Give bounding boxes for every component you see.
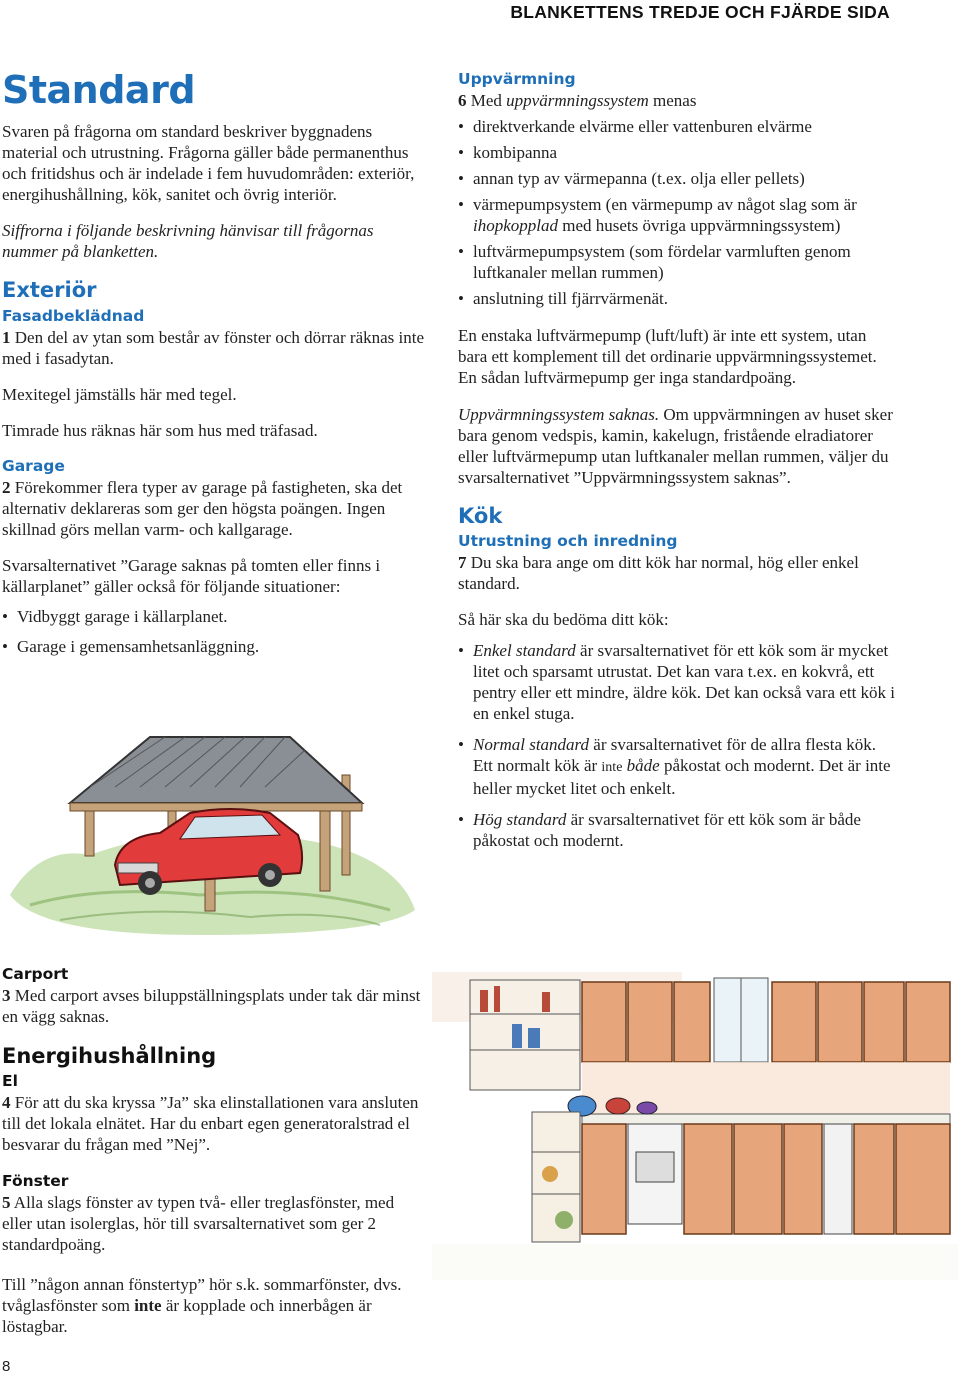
q1-paragraph-2: Mexitegel jämställs här med tegel.	[2, 385, 237, 404]
list-item	[458, 640, 898, 724]
page-title: Standard	[2, 68, 196, 112]
q6-p3-italic: Uppvärmningssystem saknas.	[458, 405, 660, 424]
kitchen-list	[458, 640, 898, 851]
q2-number: 2	[2, 478, 11, 497]
q7-b2-a: är svarsalternativet för de allra flesta kök. Ett normalt kök är	[473, 735, 877, 775]
q1-number: 1	[2, 328, 11, 347]
q5-p2-a: Till ”någon annan fönstertyp” hör s.k. sommarfönster, dvs. tvåglasfönster som	[2, 1275, 402, 1315]
q1-paragraph-3: Timrade hus räknas här som hus med träfasad.	[2, 421, 318, 440]
q5-text: Alla slags fönster av typen två- eller treglasfönster, med eller utan isolerglas, hör till svarsalternativet som ger 2 standardpoäng.	[2, 1193, 395, 1254]
q7-b2-small: inte	[601, 760, 623, 775]
list-item: • anslutning till fjärrvärmenät.	[458, 288, 898, 309]
heating-list	[458, 116, 898, 309]
q5-p2-b: är kopplade och innerbågen är löstagbar.	[2, 1296, 372, 1336]
note-paragraph: Siffrorna i följande beskrivning hänvisar till frågornas nummer på blanketten.	[2, 221, 374, 261]
q7-b3-italic: Hög standard	[473, 810, 567, 829]
q5-paragraph	[2, 1192, 422, 1255]
q7-b2-italic: Normal standard	[473, 735, 590, 754]
q6-number: 6	[458, 91, 467, 110]
q6-pre: Med	[466, 91, 507, 110]
q6-p3-text: Om uppvärmningen av huset sker bara genom vedspis, kamin, kakelugn, fristående elradiatorer eller luftvärmepump utan luftkanaler mellan rummen, väljer du svarsalternativet ”Uppvärmningssystem saknas”.	[458, 405, 893, 487]
left-column	[2, 64, 432, 657]
q1-paragraph	[2, 327, 432, 369]
carport-heading: Carport	[2, 965, 69, 983]
bottom-left-column	[2, 963, 422, 1337]
list-item: • kombipanna	[458, 142, 898, 163]
garage-list	[2, 606, 432, 657]
q7-b1-text: är svarsalternativet för ett kök som är mycket litet och sparsamt utrustat. Det kan vara t.ex. en kokvrå, ett pentry eller ett mindre, äldre kök. Det kan också vara ett kök i en enkel stuga.	[473, 641, 896, 723]
carport-illustration	[0, 695, 420, 940]
q3-number: 3	[2, 986, 11, 1005]
q4-paragraph	[2, 1092, 422, 1155]
q7-paragraph-2: Så här ska du bedöma ditt kök:	[458, 610, 669, 629]
list-item: • Vidbyggt garage i källarplanet.	[2, 606, 432, 627]
list-item: • direktverkande elvärme eller vattenburen elvärme	[458, 116, 898, 137]
list-item	[458, 809, 898, 851]
equipment-heading: Utrustning och inredning	[458, 532, 678, 550]
q4-number: 4	[2, 1093, 11, 1112]
window-heading: Fönster	[2, 1172, 69, 1190]
q6-italic: uppvärmningssystem	[506, 91, 649, 110]
q7-text: Du ska bara ange om ditt kök har normal, hög eller enkel standard.	[458, 553, 859, 593]
kitchen-heading: Kök	[458, 504, 503, 528]
q2-paragraph	[2, 477, 432, 540]
q7-b1-italic: Enkel standard	[473, 641, 576, 660]
q3-paragraph	[2, 985, 422, 1027]
list-item: • annan typ av värmepanna (t.ex. olja eller pellets)	[458, 168, 898, 189]
running-head: BLANKETTENS TREDJE OCH FJÄRDE SIDA	[510, 2, 890, 22]
list-item: • luftvärmepumpsystem (som fördelar varmluften genom luftkanaler mellan rummen)	[458, 241, 898, 283]
list-item	[458, 734, 898, 799]
q7-number: 7	[458, 553, 467, 572]
q3-text: Med carport avses biluppställningsplats under tak där minst en vägg saknas.	[2, 986, 421, 1026]
q7-b2-b: påkostat och modernt. Det är inte heller mycket litet och enkelt.	[473, 756, 891, 798]
q2-paragraph-2: Svarsalternativet ”Garage saknas på tomten eller finns i källarplanet” gäller också för följande situationer:	[2, 556, 381, 596]
q6-b4-italic: ihopkopplad	[473, 216, 558, 235]
exterior-heading: Exteriör	[2, 278, 97, 302]
q5-paragraph-2	[2, 1274, 422, 1337]
q5-number: 5	[2, 1193, 11, 1212]
q7-paragraph	[458, 552, 898, 594]
q6-b4-a: värmepumpsystem (en värmepump av något slag som är	[473, 195, 857, 214]
kitchen-illustration	[432, 962, 958, 1280]
page-number: 8	[2, 1358, 11, 1375]
facade-heading: Fasadbeklädnad	[2, 307, 145, 325]
q5-p2-bold: inte	[134, 1296, 162, 1315]
right-column	[458, 68, 898, 851]
q1-text: Den del av ytan som består av fönster och dörrar räknas inte med i fasadytan.	[2, 328, 425, 368]
q6-b4-b: med husets övriga uppvärmningssystem)	[558, 216, 841, 235]
q4-text: För att du ska kryssa ”Ja” ska elinstallationen vara ansluten till det lokala elnätet. Har du enbart egen generatoralstrad el besvarar du frågan med ”Nej”.	[2, 1093, 419, 1154]
heating-heading: Uppvärmning	[458, 70, 576, 88]
q6-paragraph-3	[458, 404, 898, 488]
q6-paragraph-2: En enstaka luftvärmepump (luft/luft) är inte ett system, utan bara ett komplement till det ordinarie uppvärmningssystemet. En sådan luftvärmepump ger inga standardpoäng.	[458, 326, 877, 387]
q7-b3-text: är svarsalternativet för ett kök som är både påkostat och modernt.	[473, 810, 861, 850]
intro-paragraph: Svaren på frågorna om standard beskriver byggnadens material och utrustning. Frågorna gäller både permanenthus och fritidshus och är indelade i fem huvudområden: exteriör, energihushållning, kök, sanitet och övrig interiör.	[2, 122, 415, 204]
q2-text: Förekommer flera typer av garage på fastigheten, ska det alternativ deklareras som ger den högsta poängen. Ingen skillnad görs mellan varm- och kallgarage.	[2, 478, 403, 539]
list-item: • Garage i gemensamhetsanläggning.	[2, 636, 432, 657]
garage-heading: Garage	[2, 457, 65, 475]
q7-b2-italic-2: både	[626, 756, 660, 775]
q6-paragraph	[458, 90, 898, 111]
el-heading: El	[2, 1072, 18, 1090]
energy-heading: Energihushållning	[2, 1044, 217, 1068]
q6-post: menas	[648, 91, 697, 110]
list-item	[458, 194, 898, 236]
